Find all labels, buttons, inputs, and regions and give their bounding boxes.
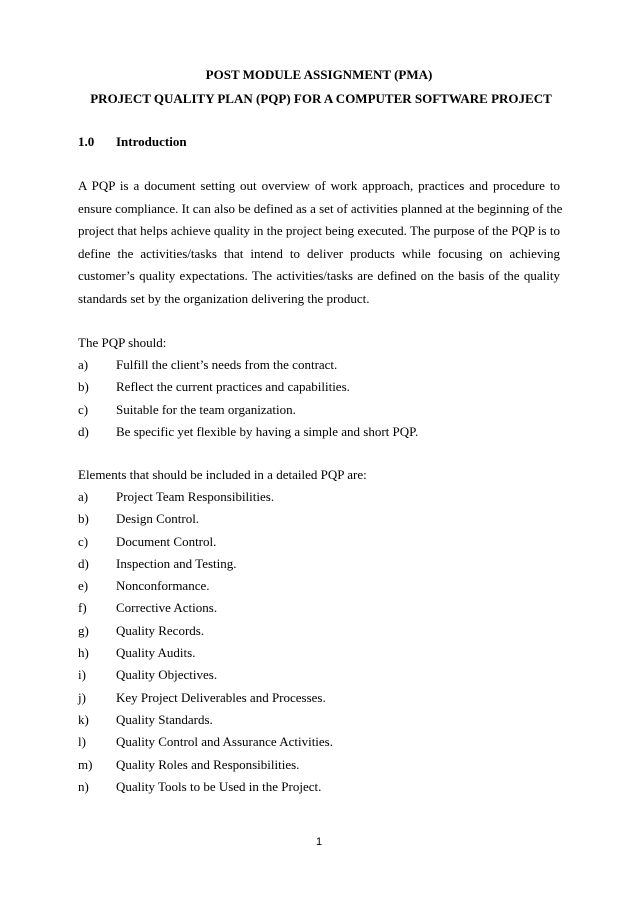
list-item-text: Fulfill the client’s needs from the contract. bbox=[116, 357, 338, 372]
list-marker: n) bbox=[78, 778, 89, 794]
list-item bbox=[78, 600, 333, 622]
list-marker: c) bbox=[78, 533, 89, 549]
elements-intro: Elements that should be included in a detailed PQP are: bbox=[78, 467, 367, 482]
elements-list bbox=[78, 489, 333, 801]
list-marker: c) bbox=[78, 401, 89, 417]
pqp-should-list bbox=[78, 357, 418, 446]
list-item bbox=[78, 645, 333, 667]
list-item bbox=[78, 402, 418, 424]
list-item-text: Be specific yet flexible by having a simple and short PQP. bbox=[116, 423, 419, 439]
list-marker: h) bbox=[78, 645, 89, 661]
list-item-text: Project Team Responsibilities. bbox=[116, 489, 275, 504]
list-item-text: Corrective Actions. bbox=[116, 600, 218, 616]
list-item bbox=[78, 379, 418, 401]
list-item-text: Inspection and Testing. bbox=[116, 555, 237, 571]
list-item-text: Quality Roles and Responsibilities. bbox=[116, 756, 300, 772]
list-marker: m) bbox=[78, 756, 93, 772]
list-item-text: Key Project Deliverables and Processes. bbox=[116, 689, 326, 705]
list-marker: e) bbox=[78, 578, 89, 594]
list-item-text: Reflect the current practices and capabilities. bbox=[116, 379, 350, 395]
list-item bbox=[78, 534, 333, 556]
list-item bbox=[78, 667, 333, 689]
intro-line: project that helps achieve quality in the project being executed. The purpose of the PQP is to bbox=[78, 223, 560, 238]
list-marker: a) bbox=[78, 357, 89, 372]
list-marker: b) bbox=[78, 379, 89, 395]
intro-line: standards set by the organization delivering the product. bbox=[78, 290, 370, 306]
list-marker: k) bbox=[78, 711, 89, 727]
list-item bbox=[78, 556, 333, 578]
list-marker: l) bbox=[78, 734, 86, 750]
list-item bbox=[78, 757, 333, 779]
intro-paragraph bbox=[78, 178, 563, 313]
list-marker: d) bbox=[78, 423, 89, 439]
section-title: Introduction bbox=[116, 134, 187, 149]
list-marker: g) bbox=[78, 622, 89, 638]
document-title: POST MODULE ASSIGNMENT (PMA) bbox=[205, 67, 433, 82]
section-number: 1.0 bbox=[78, 134, 95, 149]
list-marker: b) bbox=[78, 511, 89, 527]
intro-line: define the activities/tasks that intend to deliver products while focusing on achieving bbox=[78, 245, 560, 261]
document-subtitle: PROJECT QUALITY PLAN (PQP) FOR A COMPUTER SOFTWARE PROJECT bbox=[90, 91, 552, 106]
page-number: 1 bbox=[315, 836, 323, 848]
list-item-text: Design Control. bbox=[116, 511, 200, 527]
list-item bbox=[78, 357, 418, 379]
list-marker: j) bbox=[78, 689, 86, 705]
list-item-text: Quality Standards. bbox=[116, 711, 213, 727]
list-item bbox=[78, 779, 333, 801]
list-marker: i) bbox=[78, 667, 86, 683]
list-item bbox=[78, 489, 333, 511]
list-item-text: Quality Tools to be Used in the Project. bbox=[116, 778, 322, 794]
section-heading bbox=[78, 134, 187, 150]
pqp-should-intro: The PQP should: bbox=[78, 335, 167, 350]
intro-line: customer’s quality expectations. The activities/tasks are defined on the basis of the quality bbox=[78, 268, 560, 283]
list-item-text: Nonconformance. bbox=[116, 578, 210, 594]
list-item-text: Quality Control and Assurance Activities. bbox=[116, 734, 333, 750]
list-item-text: Quality Audits. bbox=[116, 645, 196, 661]
list-item-text: Quality Records. bbox=[116, 622, 205, 638]
list-item-text: Quality Objectives. bbox=[116, 667, 218, 683]
list-item bbox=[78, 734, 333, 756]
intro-line: ensure compliance. It can also be defined as a set of activities planned at the beginning of the bbox=[78, 200, 563, 216]
list-item-text: Document Control. bbox=[116, 533, 217, 549]
list-marker: d) bbox=[78, 555, 89, 571]
list-marker: a) bbox=[78, 489, 89, 504]
list-marker: f) bbox=[78, 600, 87, 616]
list-item bbox=[78, 424, 418, 446]
list-item bbox=[78, 511, 333, 533]
list-item bbox=[78, 623, 333, 645]
list-item bbox=[78, 712, 333, 734]
list-item bbox=[78, 690, 333, 712]
intro-line: A PQP is a document setting out overview of work approach, practices and procedure to bbox=[78, 178, 560, 193]
list-item-text: Suitable for the team organization. bbox=[116, 401, 296, 417]
list-item bbox=[78, 578, 333, 600]
